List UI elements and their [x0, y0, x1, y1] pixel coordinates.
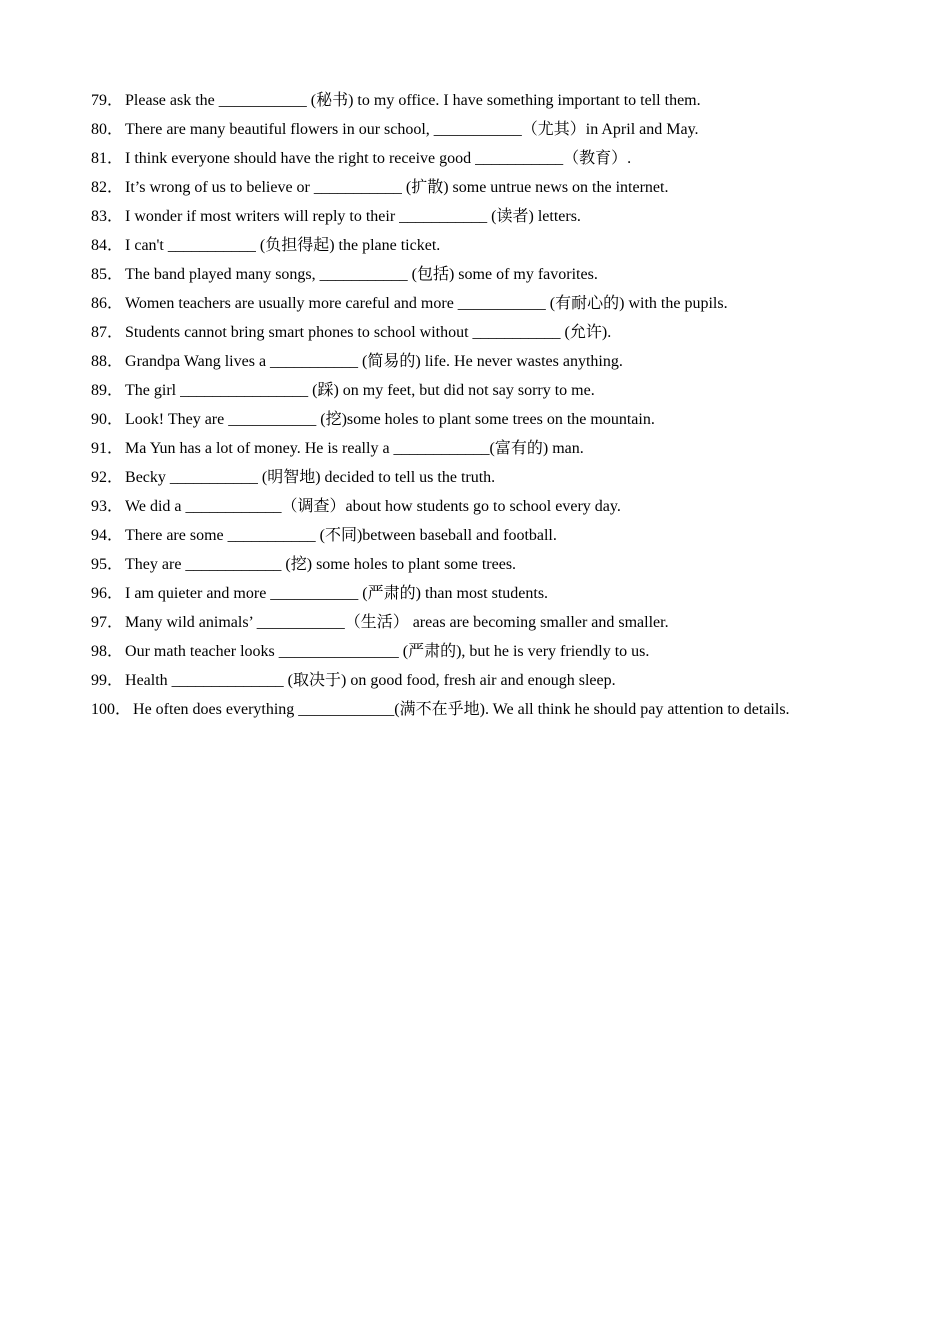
- question-text: There are some ___________ (不同)between baseball and football.: [125, 527, 557, 544]
- question-number: 79．: [91, 92, 124, 109]
- question-number: 96．: [91, 585, 124, 602]
- question-text: They are ____________ (挖) some holes to plant some trees.: [125, 556, 517, 573]
- question-text: We did a ____________（调查）about how students go to school every day.: [125, 498, 621, 515]
- question-item: [91, 289, 911, 318]
- question-item: [91, 376, 911, 405]
- question-number: 80．: [91, 121, 124, 138]
- question-number: 93．: [91, 498, 124, 515]
- question-item: [91, 695, 911, 724]
- question-number: 99．: [91, 672, 124, 689]
- question-text: Students cannot bring smart phones to school without ___________ (允许).: [125, 324, 612, 341]
- question-item: [91, 608, 911, 637]
- question-number: 87．: [91, 324, 124, 341]
- question-text: Women teachers are usually more careful and more ___________ (有耐心的) with the pupils.: [125, 295, 728, 312]
- question-number: 85．: [91, 266, 124, 283]
- question-item: [91, 434, 911, 463]
- question-text: Grandpa Wang lives a ___________ (简易的) life. He never wastes anything.: [125, 353, 623, 370]
- question-number: 84．: [91, 237, 124, 254]
- question-number: 95．: [91, 556, 124, 573]
- question-number: 94．: [91, 527, 124, 544]
- question-text: I think everyone should have the right to receive good ___________（教育）.: [125, 150, 632, 167]
- question-number: 82．: [91, 179, 124, 196]
- question-item: [91, 86, 911, 115]
- question-text: Look! They are ___________ (挖)some holes to plant some trees on the mountain.: [125, 411, 655, 428]
- question-item: [91, 260, 911, 289]
- question-number: 91．: [91, 440, 124, 457]
- question-number: 81．: [91, 150, 124, 167]
- question-text: Becky ___________ (明智地) decided to tell us the truth.: [125, 469, 496, 486]
- question-item: [91, 579, 911, 608]
- question-number: 92．: [91, 469, 124, 486]
- question-item: [91, 666, 911, 695]
- question-item: [91, 550, 911, 579]
- question-text: Many wild animals’ ___________（生活） areas are becoming smaller and smaller.: [125, 614, 669, 631]
- question-item: [91, 347, 911, 376]
- question-list: [91, 86, 911, 724]
- question-item: [91, 637, 911, 666]
- question-text: Health ______________ (取决于) on good food, fresh air and enough sleep.: [125, 672, 616, 689]
- question-number: 83．: [91, 208, 124, 225]
- question-number: 97．: [91, 614, 124, 631]
- question-text: I wonder if most writers will reply to their ___________ (读者) letters.: [125, 208, 581, 225]
- question-item: [91, 115, 911, 144]
- question-text: There are many beautiful flowers in our school, ___________（尤其）in April and May.: [125, 121, 699, 138]
- question-item: [91, 405, 911, 434]
- question-text: Ma Yun has a lot of money. He is really a ____________(富有的) man.: [125, 440, 584, 457]
- question-number: 86．: [91, 295, 124, 312]
- question-text: He often does everything ____________(满不在乎地). We all think he should pay attention to details.: [133, 701, 790, 718]
- question-text: The girl ________________ (踩) on my feet, but did not say sorry to me.: [125, 382, 595, 399]
- question-item: [91, 492, 911, 521]
- question-text: I can't ___________ (负担得起) the plane ticket.: [125, 237, 441, 254]
- question-item: [91, 318, 911, 347]
- question-item: [91, 463, 911, 492]
- question-number: 88．: [91, 353, 124, 370]
- question-item: [91, 173, 911, 202]
- question-number: 98．: [91, 643, 124, 660]
- question-text: Our math teacher looks _______________ (严肃的), but he is very friendly to us.: [125, 643, 650, 660]
- question-text: It’s wrong of us to believe or ___________ (扩散) some untrue news on the internet.: [125, 179, 669, 196]
- question-text: The band played many songs, ___________ (包括) some of my favorites.: [125, 266, 598, 283]
- question-number: 90．: [91, 411, 124, 428]
- question-item: [91, 521, 911, 550]
- question-text: Please ask the ___________ (秘书) to my office. I have something important to tell them.: [125, 92, 701, 109]
- question-item: [91, 231, 911, 260]
- question-text: I am quieter and more ___________ (严肃的) than most students.: [125, 585, 549, 602]
- question-item: [91, 144, 911, 173]
- question-number: 89．: [91, 382, 124, 399]
- question-item: [91, 202, 911, 231]
- question-number: 100．: [91, 701, 132, 718]
